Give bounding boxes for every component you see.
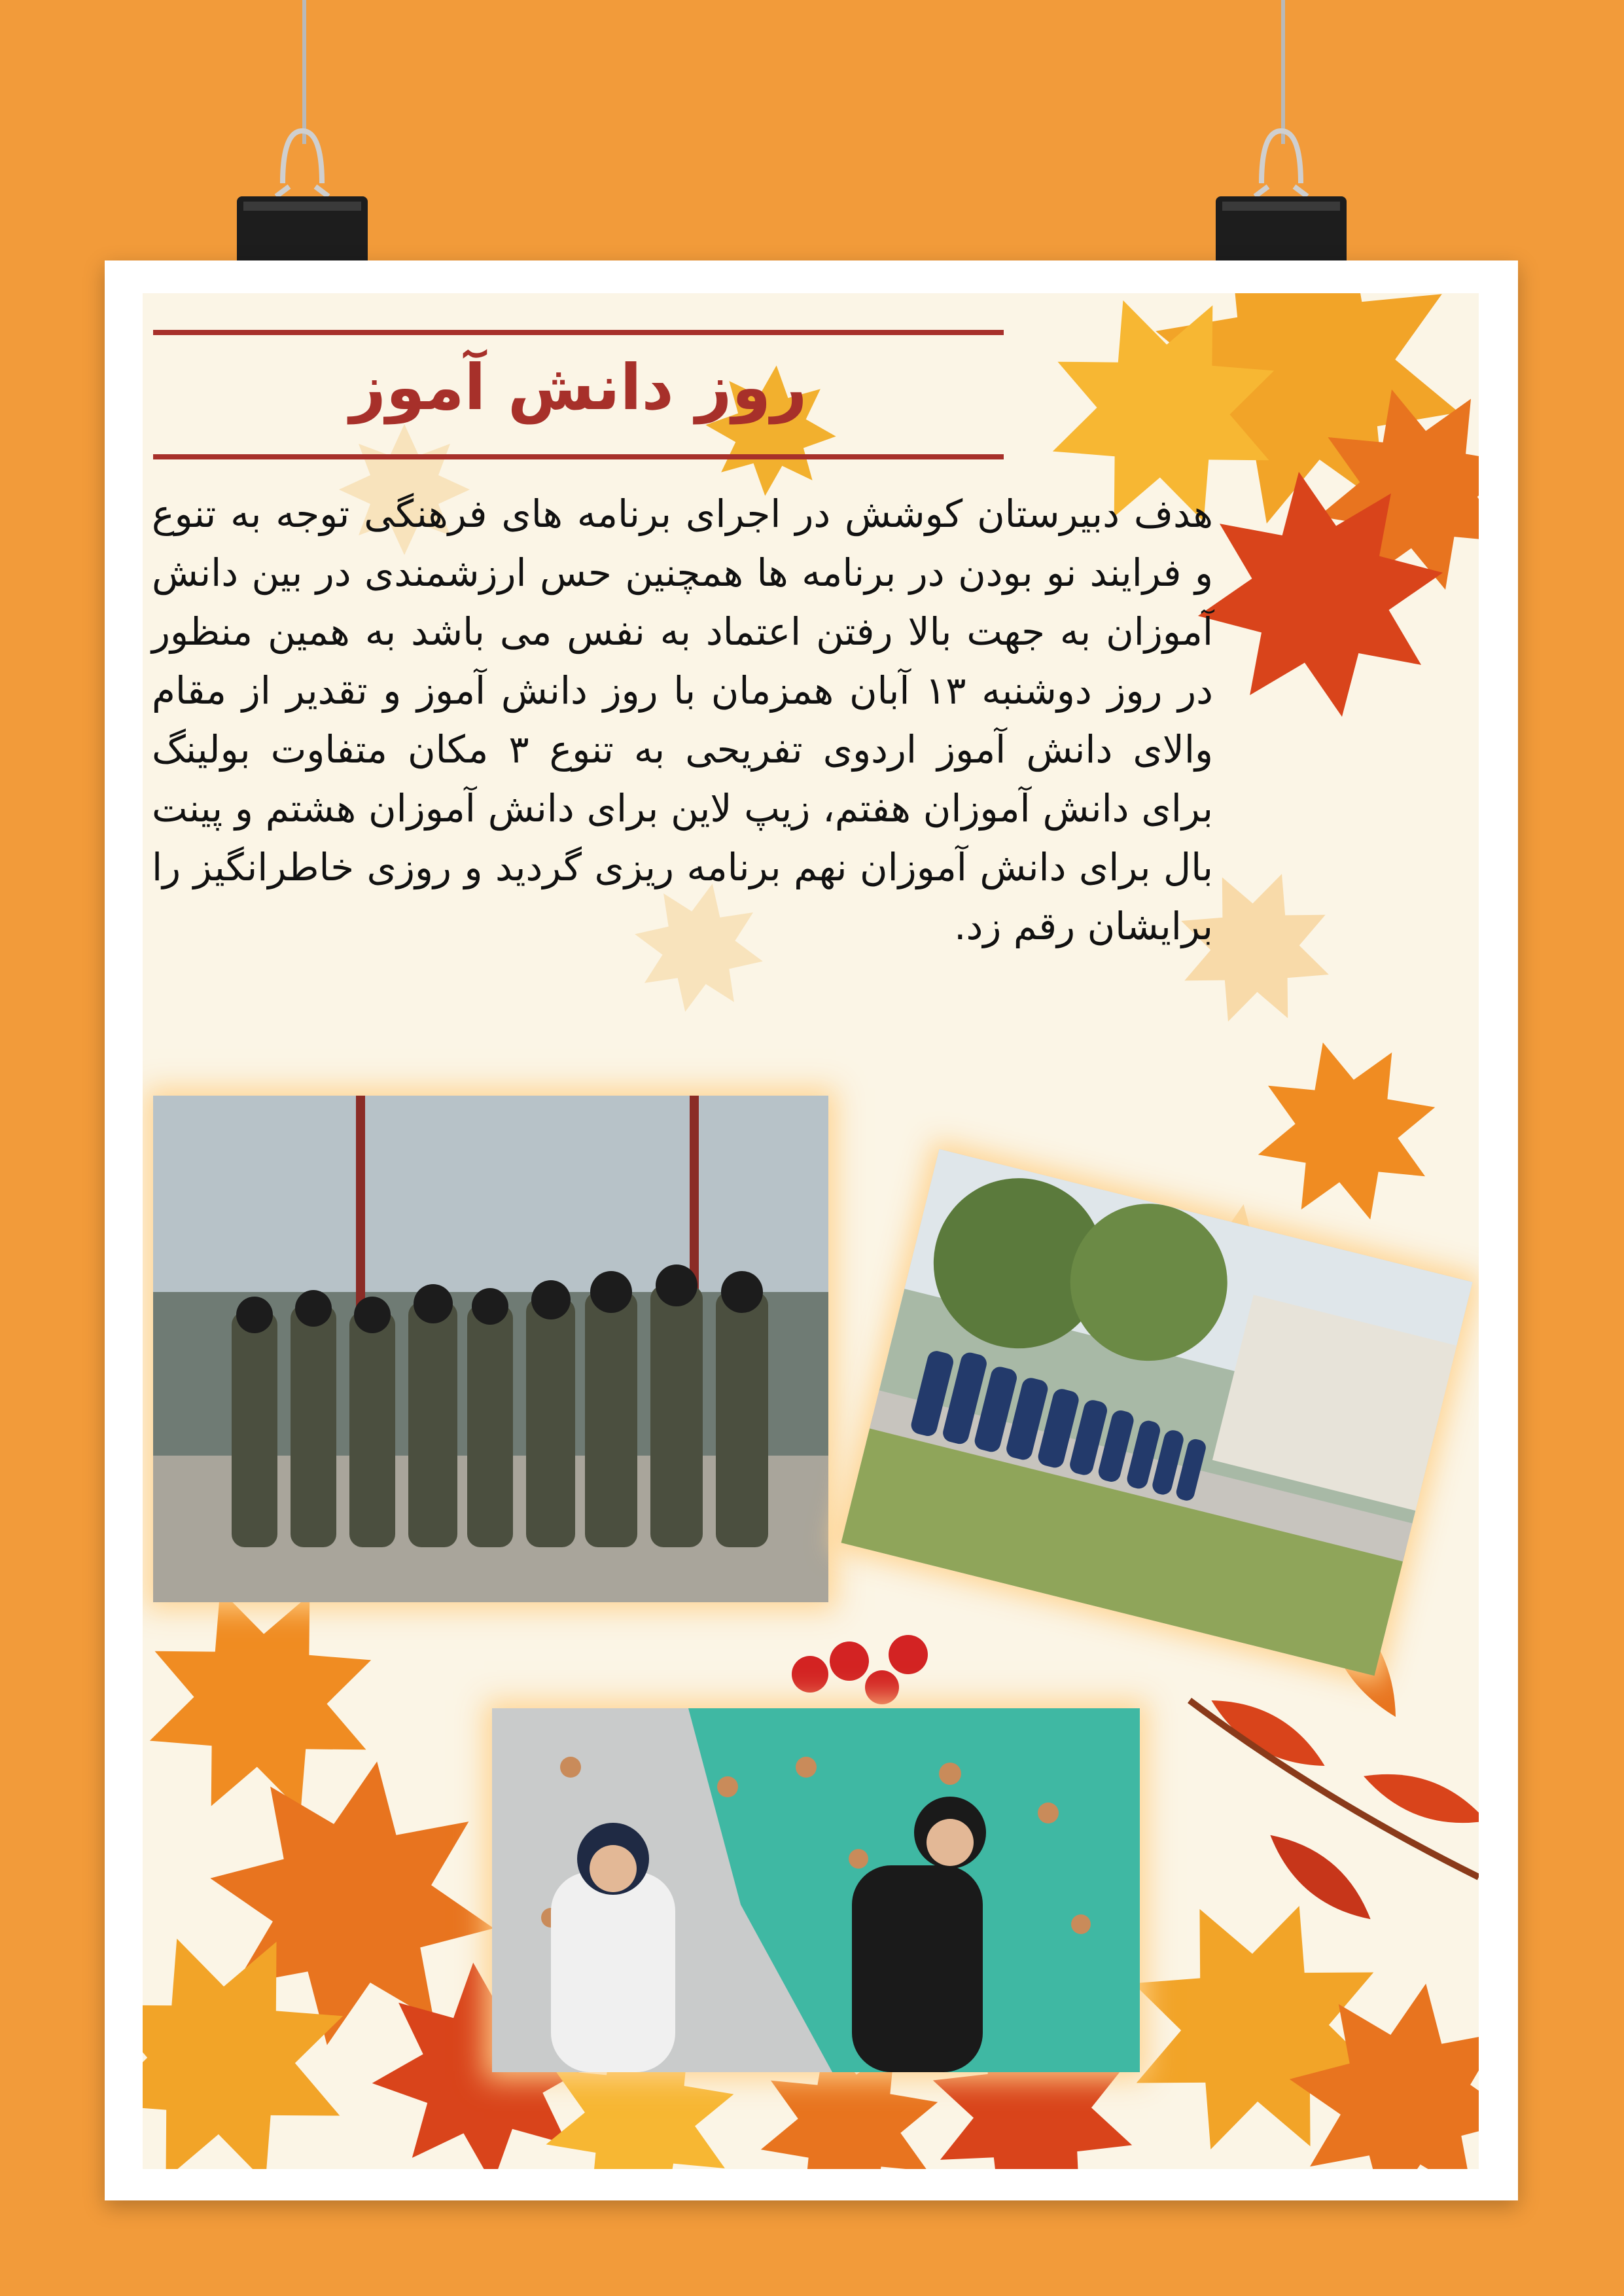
climbing-wall-photo xyxy=(492,1708,1140,2072)
body-paragraph: هدف دبیرستان کوشش در اجرای برنامه های فرهنگی توجه به تنوع و فرایند نو بودن در برنامه ها همچنین حس ارزشمندی در بین دانش آموزان به جهت بالا رفتن اعتماد به نفس می باشد به همین منظور در روز دوشنبه ۱۳ آبان همزمان با روز دانش آموز و تقدیر از مقام والای دانش آموز اردوی تفریحی به تنوع ۳ مکان متفاوت بولینگ برای دانش آموزان هفتم، زیپ لاین برای دانش آموزان هشتم و پینت بال برای دانش آموزان نهم برنامه ریزی گردید و روزی خاطرانگیز را برایشان رقم زد. xyxy=(152,492,1214,948)
title-top-rule xyxy=(153,330,1004,335)
hanging-string-left xyxy=(302,0,306,144)
hanging-string-right xyxy=(1281,0,1285,144)
page-title: روز دانش آموز xyxy=(349,351,807,424)
binder-clip-right-icon xyxy=(1216,124,1347,268)
paintball-group-photo xyxy=(153,1096,828,1602)
title-bottom-rule xyxy=(153,454,1004,459)
binder-clip-left-icon xyxy=(237,124,368,268)
poster-paper xyxy=(105,260,1518,2200)
poster-panel xyxy=(143,293,1479,2169)
